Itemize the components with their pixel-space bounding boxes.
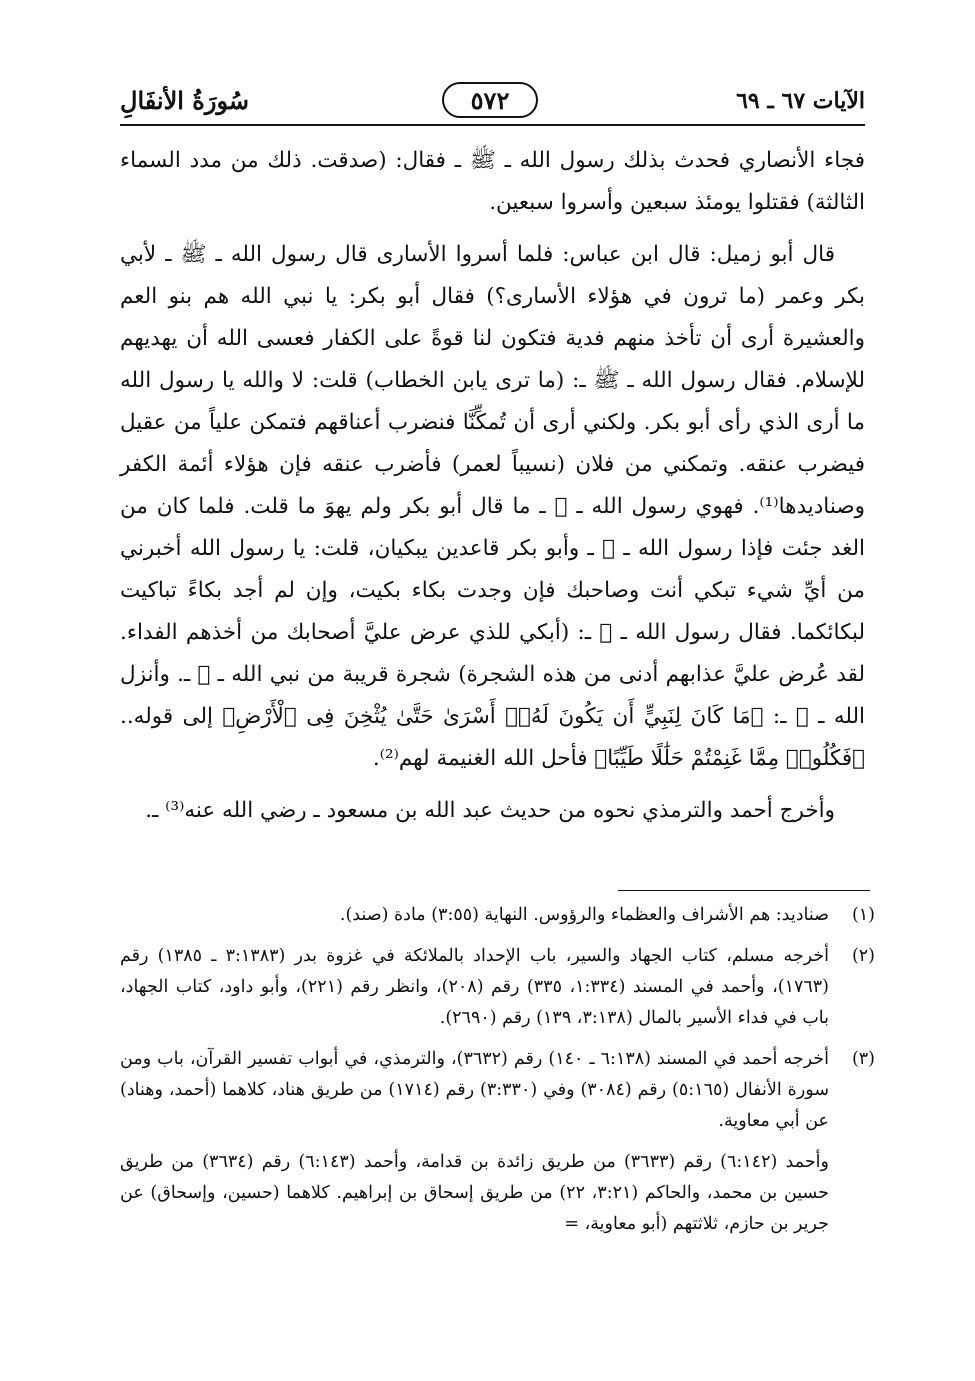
- footnote-text: أخرجه مسلم، كتاب الجهاد والسير، باب الإحداد بالملائكة في غزوة بدر (٣:١٣٨٣ ـ ١٣٨٥) رقم (١٧٦٣)، وأحمد في المسند (١:٣٣٤، ٣٣٥) رقم (٢٠٨)، وانظر رقم (٢٢١)، وأبو داود، كتاب الجهاد، باب في فداء الأسير بالمال (٣:١٣٨، ١٣٩) رقم (٢٦٩٠).: [120, 946, 829, 1028]
- footnote: [120, 900, 875, 931]
- paragraph: فجاء الأنصاري فحدث بذلك رسول الله ـ ﷺ ـ فقال: (صدقت. ذلك من مدد السماء الثالثة) فقتلوا يومئذ سبعين وأسروا سبعين.: [120, 148, 865, 215]
- paragraph: قال أبو زميل: قال ابن عباس: فلما أسروا الأسارى قال رسول الله ـ ﷺ ـ لأبي بكر وعمر (ما ترون في هؤلاء الأسارى؟) فقال أبو بكر: يا نبي الله هم بنو العم والعشيرة أرى أن تأخذ منهم فدية فتكون لنا قوةً على الكفار فعسى الله أن يهديهم للإسلام. فقال رسول الله ـ ﷺ ـ: (ما ترى يابن الخطاب) قلت: لا والله يا رسول الله ما أرى الذي رأى أبو بكر. ولكني أرى أن تُمكِّنَّا فنضرب أعناقهم فتمكن علياً من عقيل فيضرب عنقه. وتمكني من فلان (نسيباً لعمر) فأضرب عنقه فإن هؤلاء أئمة الكفر وصناديدها⁽¹⁾. فهوي رسول الله ـ ﷺ ـ ما قال أبو بكر ولم يهوَ ما قلت. فلما كان من الغد جئت فإذا رسول الله ـ ﷺ ـ وأبو بكر قاعدين يبكيان، قلت: يا رسول الله أخبرني من أيِّ شيء تبكي أنت وصاحبك فإن وجدت بكاء بكيت، وإن لم أجد بكاءً تباكيت لبكائكما. فقال رسول الله ـ ﷺ ـ: (أبكي للذي عرض عليَّ أصحابك من أخذهم الفداء. لقد عُرض عليَّ عذابهم أدنى من هذه الشجرة) شجرة قريبة من نبي الله ـ ﷺ ـ. وأنزل الله ـ ﷻ ـ: ﴿مَا كَانَ لِنَبِيٍّ أَن يَكُونَ لَهُۥٓ أَسْرَىٰ حَتَّىٰ يُثْخِنَ فِى ٱلْأَرْضِ﴾ إلى قوله.. ﴿فَكُلُوا۟ مِمَّا غَنِمْتُمْ حَلَٰلًا طَيِّبًا﴾ فأحل الله الغنيمة لهم⁽²⁾.: [120, 242, 865, 771]
- footnotes: [120, 900, 875, 1240]
- footnote-number: (٢): [851, 946, 875, 966]
- footnote: [120, 1044, 875, 1137]
- page-number: ٥٧٢: [470, 85, 510, 115]
- page-number-badge: [442, 82, 538, 118]
- footnote-number: (٣): [851, 1049, 875, 1069]
- paragraph: وأخرج أحمد والترمذي نحوه من حديث عبد الله بن مسعود ـ رضي الله عنه⁽³⁾ ـ.: [145, 798, 835, 823]
- footnote-separator: [618, 890, 870, 891]
- footnote-text: أخرجه أحمد في المسند (٦:١٣٨ ـ ١٤٠) رقم (٣٦٣٢)، والترمذي، في أبواب تفسير القرآن، باب ومن سورة الأنفال (٥:١٦٥) رقم (٣٠٨٤) وفي (٣:٣٣٠) رقم (١٧١٤) من طريق هناد، كلاهما (أحمد، وهناد) عن أبي معاوية.: [120, 1049, 829, 1131]
- footnote-text: صناديد: هم الأشراف والعظماء والرؤوس. النهاية (٣:٥٥) مادة (صند).: [339, 905, 829, 925]
- verse-range-header: الآيات ٦٧ ـ ٦٩: [736, 88, 865, 114]
- main-text: [120, 140, 865, 832]
- header-rule: [120, 124, 865, 126]
- footnote-number: (١): [851, 905, 875, 925]
- footnote-continuation: وأحمد (٦:١٤٢) رقم (٣٦٣٣) من طريق زائدة بن قدامة، وأحمد (٦:١٤٣) رقم (٣٦٣٤) من طريق حسين بن محمد، والحاكم (٣:٢١، ٢٢) من طريق إسحاق بن إبراهيم. كلاهما (حسين، وإسحاق) عن جرير بن حازم، ثلاثتهم (أبو معاوية، =: [120, 1152, 829, 1234]
- surah-title-header: سُورَةُ الأنفَالِ: [120, 86, 249, 115]
- footnote: [120, 941, 875, 1034]
